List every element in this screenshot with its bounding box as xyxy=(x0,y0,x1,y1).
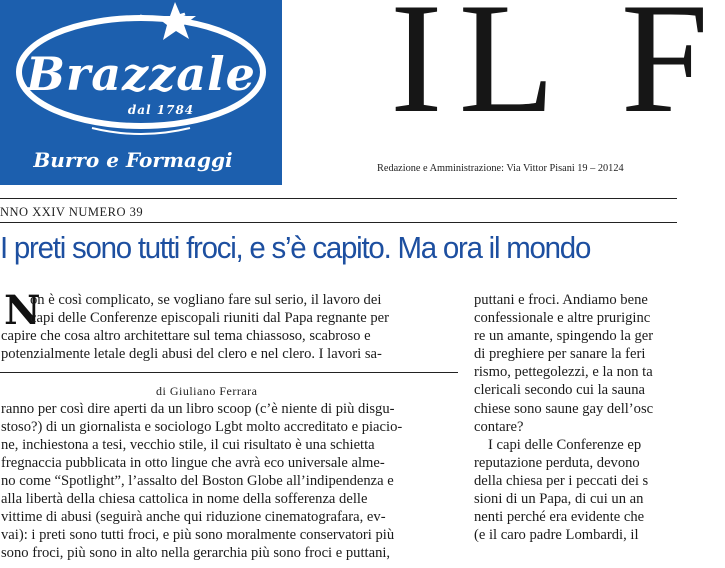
right-line: sioni di un Papa, di cui un an xyxy=(474,491,644,507)
body-line: ranno per così dire aperti da un libro scoop (c’è niente di più disgu- xyxy=(1,401,395,417)
lead-line: on è così complicato, se vogliano fare sul serio, il lavoro dei xyxy=(30,292,382,308)
right-line: clericali secondo cui la sauna xyxy=(474,382,645,398)
lead-line: capire che cosa altro architettare sul tema chiassoso, scabroso e xyxy=(1,328,371,344)
body-line: vittime di abusi (seguirà anche qui riduzione cinematografara, ev- xyxy=(1,509,386,525)
drop-cap: N xyxy=(4,287,41,334)
masthead-title: IL F xyxy=(390,0,725,146)
body-line: vai): i preti sono tutti froci, e più sono moralmente conservatori più xyxy=(1,527,395,543)
issue-rule xyxy=(0,222,677,223)
body-line: alla libertà della chiesa cattolica in nome della sofferenza delle xyxy=(1,491,368,507)
body-line: ne, inchiestona a tesi, vecchio stile, il cui risultato è una schietta xyxy=(1,437,375,453)
right-line: contare? xyxy=(474,419,524,435)
logo-brand: Brazzale xyxy=(26,47,256,101)
logo-since: dal 1784 xyxy=(127,103,195,117)
right-line: (e il caro padre Lombardi, il xyxy=(474,527,639,543)
right-line: della chiesa per i peccati dei s xyxy=(474,473,649,489)
right-line: nenti perché era evidente che xyxy=(474,509,645,525)
body-line: no come “Spotlight”, l’assalto del Boston Globe all’indipendenza e xyxy=(1,473,394,489)
right-line: reputazione perduta, devono xyxy=(474,455,640,471)
byline-rule xyxy=(0,372,458,373)
headline: I preti sono tutti froci, e s’è capito. Ma ora il mondo xyxy=(0,230,591,265)
issue-number: NNO XXIV NUMERO 39 xyxy=(0,205,144,219)
right-line: di preghiere per sanare la feri xyxy=(474,346,646,362)
body-line: stoso?) di un giornalista e sociologo Lgbt molto accreditato e piacio- xyxy=(1,419,403,435)
body-line: sono froci, più sono in alto nella gerarchia più sono froci e puttani, xyxy=(1,545,391,561)
right-line: rismo, pettegolezzi, e la non ta xyxy=(474,364,653,380)
right-line: I capi delle Conferenze ep xyxy=(488,437,642,453)
logo-tagline: Burro e Formaggi xyxy=(33,148,233,172)
top-rule xyxy=(0,198,677,199)
right-line: chiese sono saune gay dell’osc xyxy=(474,401,654,417)
redazione-address: Redazione e Amministrazione: Via Vittor Pisani 19 – 20124 xyxy=(377,163,624,174)
brazzale-logo xyxy=(0,0,282,185)
right-line: confessionale e altre pruriginc xyxy=(474,310,651,326)
right-line: re un amante, spingendo la ger xyxy=(474,328,654,344)
body-line: fregnaccia pubblicata in otto lingue che avrà eco universale alme- xyxy=(1,455,385,471)
byline: di Giuliano Ferrara xyxy=(156,384,258,398)
lead-line: capi delle Conferenze episcopali riuniti dal Papa regnante per xyxy=(30,310,390,326)
right-line: puttani e froci. Andiamo bene xyxy=(474,292,648,308)
lead-line: potenzialmente letale degli abusi del clero e nel clero. I lavori sa- xyxy=(1,346,382,362)
